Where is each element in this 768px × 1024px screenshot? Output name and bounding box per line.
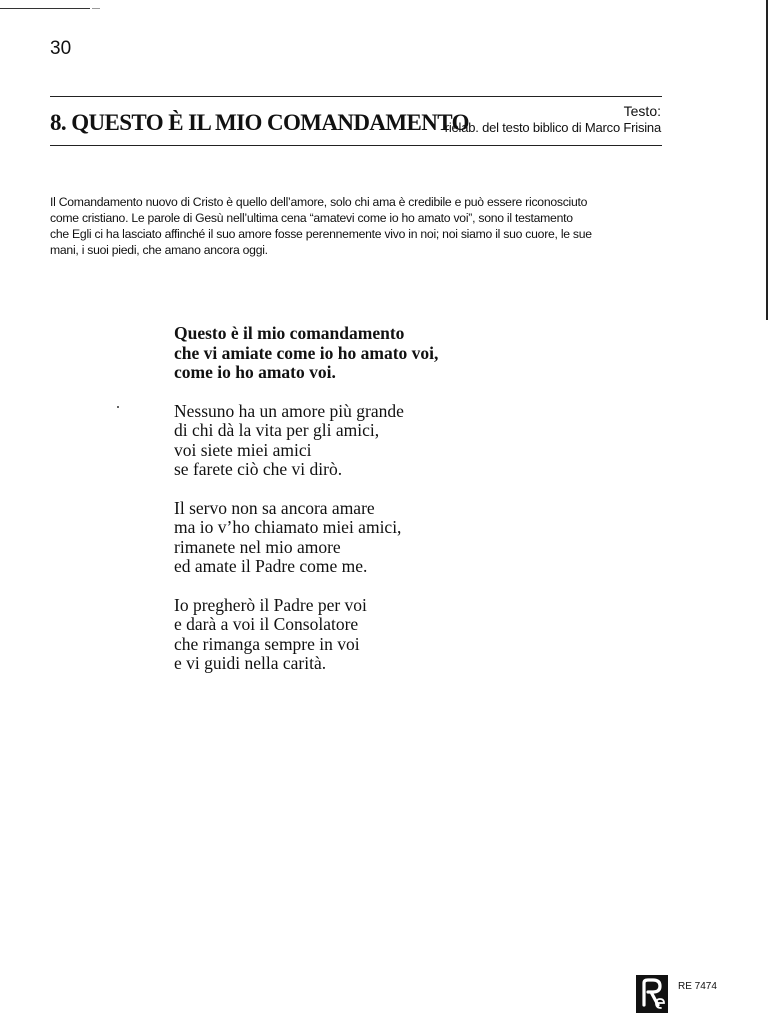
intro-paragraph: [50, 194, 670, 258]
stray-dot: [117, 406, 119, 408]
lyric-line: ed amate il Padre come me.: [174, 556, 368, 576]
credit-text: rielab. del testo biblico di Marco Frisina: [444, 120, 661, 135]
lyric-line: e darà a voi il Consolatore: [174, 614, 359, 634]
page-number: 30: [50, 38, 72, 59]
lyric-line: e vi guidi nella carità.: [174, 653, 327, 673]
lyric-line: come io ho amato voi.: [174, 362, 336, 382]
stanza-3: [174, 596, 594, 674]
lyric-line: che vi amiate come io ho amato voi,: [174, 342, 439, 363]
stanza-2: [174, 499, 594, 577]
header-top-rule: [50, 96, 662, 97]
lyrics: [174, 324, 594, 693]
top-edge-rule: [0, 8, 90, 9]
refrain: [174, 324, 594, 383]
lyric-line: di chi dà la vita per gli amici,: [174, 420, 380, 440]
credit-label: Testo:: [623, 103, 661, 119]
intro-line: che Egli ci ha lasciato affinché il suo amore fosse perennemente vivo in noi; noi siamo il suo cuore, le sue: [50, 227, 592, 241]
lyric-line: rimanete nel mio amore: [174, 536, 341, 557]
publisher-logo-icon: [636, 975, 668, 1013]
intro-line: mani, i suoi piedi, che amano ancora oggi.: [50, 243, 268, 257]
intro-line: Il Comandamento nuovo di Cristo è quello dell’amore, solo chi ama è credibile e può essere riconosciuto: [50, 195, 588, 209]
catalog-number: RE 7474: [678, 981, 717, 992]
lyric-line: che rimanga sempre in voi: [174, 633, 360, 654]
top-edge-dash: [92, 8, 100, 9]
lyric-line: Questo è il mio comandamento: [174, 323, 405, 343]
song-title: 8. QUESTO È IL MIO COMANDAMENTO: [50, 110, 469, 135]
lyric-line: ma io v’ho chiamato miei amici,: [174, 517, 402, 537]
lyric-line: voi siete miei amici: [174, 439, 312, 460]
lyric-line: Nessuno ha un amore più grande: [174, 400, 404, 421]
lyric-line: Il servo non sa ancora amare: [174, 497, 375, 518]
stanza-1: [174, 402, 594, 480]
header-bottom-rule: [50, 145, 662, 146]
intro-line: come cristiano. Le parole di Gesù nell’ultima cena “amatevi come io ho amato voi”, sono il testamento: [50, 211, 573, 225]
lyric-line: Io pregherò il Padre per voi: [174, 594, 367, 615]
lyric-line: se farete ciò che vi dirò.: [174, 459, 343, 479]
